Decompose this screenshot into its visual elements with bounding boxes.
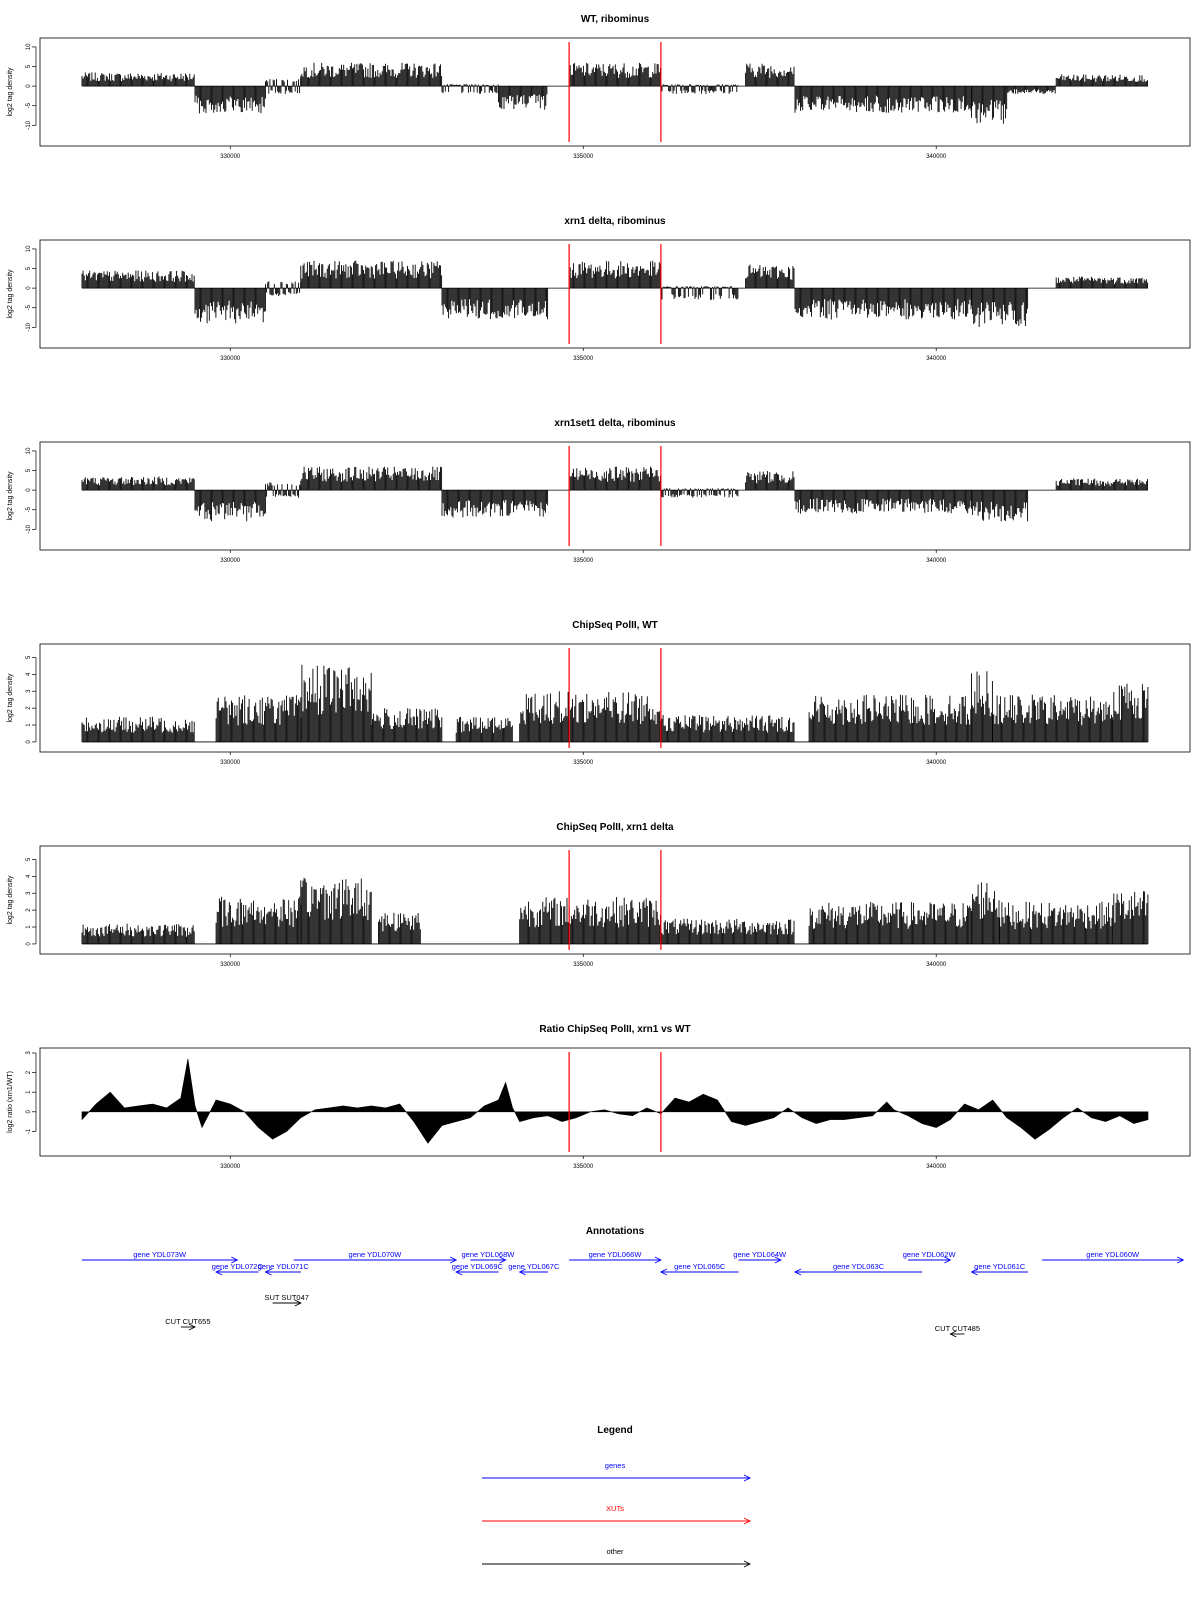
x-axis [220,1156,947,1170]
y-axis-label: log2 tag density [7,673,14,723]
density-segment [795,288,971,319]
y-tick-label: 0 [26,942,32,946]
density-bars [195,490,265,521]
density-bars [266,281,301,296]
density-segment [569,63,660,86]
density-bars [972,86,1007,124]
density-segment [301,467,442,491]
feature-label: gene YDL063C [832,1262,885,1271]
y-tick-label: 0 [26,740,32,744]
annotation-feature [294,1250,456,1263]
y-tick-label: 10 [26,447,32,455]
y-tick-label: 5 [26,64,32,69]
density-segment [82,924,194,944]
density-bars [795,86,971,113]
y-tick-label: 2 [26,908,32,912]
density-bars [972,883,1000,944]
feature-label: gene YDL064W [733,1250,787,1259]
y-axis-label: log2 tag density [7,471,14,521]
density-segment [195,288,265,323]
x-axis [220,752,947,766]
density-bars [809,695,971,742]
density-segment [795,490,971,513]
y-tick-label: -10 [26,524,32,534]
density-bars [1056,478,1147,490]
legend-item [482,1547,750,1567]
density-bars [972,288,1028,327]
density-bars [442,84,498,93]
y-tick-label: 3 [26,1051,32,1055]
y-tick-label: 0 [26,488,32,492]
data-marks [82,878,1148,944]
density-bars [746,471,794,490]
density-segment [795,86,971,113]
legend-title: Legend [597,1425,633,1436]
feature-label: CUT CUT485 [934,1324,981,1333]
density-bars [972,671,993,742]
density-bars [301,467,442,491]
feature-label: gene YDL073W [133,1250,187,1259]
feature-label: gene YDL069C [451,1262,503,1271]
plot-frame [40,1048,1190,1156]
feature-label: gene YDL066W [588,1250,642,1259]
x-tick-label: 330000 [220,356,241,362]
annotation-feature [903,1250,957,1263]
chart-title: xrn1set1 delta, ribominus [554,418,676,429]
y-tick-label: 1 [26,925,32,929]
chart-6 [7,1024,1190,1170]
y-axis [26,245,36,332]
chart-3 [7,418,1190,564]
density-segment [1113,684,1148,742]
density-bars [661,488,738,497]
density-segment [301,261,442,288]
feature-label: gene YDL071C [257,1262,309,1271]
density-segment [82,72,194,86]
density-segment [82,477,194,491]
density-bars [301,63,442,86]
x-axis [220,146,947,160]
density-bars [82,72,194,86]
data-marks [82,63,1148,124]
density-segment [972,671,993,742]
y-tick-label: 10 [26,245,32,253]
density-segment [1056,74,1147,86]
density-bars [1000,902,1112,944]
y-axis-label: log2 tag density [7,875,14,925]
density-bars [746,64,794,87]
feature-label: SUT SUT047 [264,1293,309,1302]
density-segment [216,695,301,742]
density-bars [216,695,301,742]
density-segment [442,490,548,517]
feature-label: gene YDL061C [974,1262,1026,1271]
x-tick-label: 335000 [573,558,594,564]
annotation-feature [452,1262,504,1275]
density-bars [379,913,421,944]
density-bars [520,691,661,742]
annotations-panel [82,1226,1183,1337]
legend-label: other [606,1547,624,1556]
x-tick-label: 340000 [926,558,947,564]
density-segment [569,467,660,490]
data-marks [82,467,1148,522]
density-segment [1056,478,1147,490]
y-tick-label: 4 [26,672,32,677]
density-bars [661,919,794,944]
density-bars [1056,74,1147,86]
annotation-feature [935,1324,980,1337]
x-tick-label: 335000 [573,356,594,362]
y-tick-label: 1 [26,1090,32,1094]
density-segment [301,665,371,742]
annotation-feature [258,1262,310,1275]
x-tick-label: 340000 [926,356,947,362]
chart-2 [7,216,1190,362]
x-tick-label: 335000 [573,154,594,160]
annotations-title: Annotations [585,1226,645,1237]
x-tick-label: 330000 [220,154,241,160]
density-segment [661,488,738,497]
x-axis [220,550,947,564]
y-tick-label: 5 [26,468,32,473]
density-segment [746,471,794,490]
density-bars [1113,684,1148,742]
annotation-feature [733,1250,787,1263]
density-segment [809,902,971,944]
y-tick-label: 3 [26,891,32,895]
data-marks [82,1059,1148,1143]
density-bars [301,878,371,944]
x-tick-label: 340000 [926,1164,947,1170]
density-segment [266,281,301,296]
legend-item [482,1461,750,1481]
x-tick-label: 330000 [220,962,241,968]
y-tick-label: 10 [26,43,32,51]
density-bars [82,477,194,491]
feature-label: gene YDL072C [211,1262,263,1271]
feature-label: gene YDL062W [902,1250,956,1259]
x-tick-label: 335000 [573,760,594,766]
density-bars [442,490,548,517]
chart-title: xrn1 delta, ribominus [564,216,666,227]
x-tick-label: 330000 [220,558,241,564]
density-segment [195,490,265,521]
legend-label: genes [604,1461,626,1470]
density-bars [795,490,971,513]
y-tick-label: 4 [26,874,32,879]
chart-panels [7,14,1190,1170]
density-bars [569,467,660,490]
density-segment [972,288,1028,327]
chart-title: ChipSeq PolII, WT [572,620,658,631]
density-bars [1056,277,1147,289]
y-tick-label: 2 [26,706,32,710]
density-segment [82,717,194,742]
density-segment [301,878,371,944]
density-segment [82,271,194,289]
y-tick-label: 5 [26,266,32,271]
feature-label: CUT CUT655 [165,1317,211,1326]
legend-label: XUTs [606,1504,624,1513]
y-tick-label: -5 [26,103,32,109]
chart-title: WT, ribominus [580,14,650,25]
annotation-feature [264,1293,308,1306]
y-tick-label: 0 [26,286,32,290]
density-segment [301,63,442,86]
density-segment [661,715,794,742]
y-tick-label: 2 [26,1070,32,1075]
density-segment [993,695,1113,742]
density-segment [972,490,1028,521]
density-bars [661,715,794,742]
feature-label: gene YDL065C [674,1262,726,1271]
density-bars [569,261,660,288]
chart-title: ChipSeq PolII, xrn1 delta [556,822,674,833]
y-axis-label: log2 tag density [7,269,14,319]
density-bars [442,288,548,319]
y-axis [26,857,36,945]
density-bars [809,902,971,944]
x-tick-label: 335000 [573,1164,594,1170]
density-bars [795,288,971,319]
feature-label: gene YDL060W [1086,1250,1140,1259]
density-bars [82,271,194,289]
x-tick-label: 340000 [926,760,947,766]
y-axis [26,655,36,743]
annotation-feature [1042,1250,1183,1263]
density-segment [456,717,512,742]
density-segment [379,913,421,944]
density-bars [972,490,1028,521]
data-marks [82,665,1148,742]
density-segment [809,695,971,742]
density-segment [746,265,794,289]
density-segment [1056,277,1147,289]
density-segment [520,897,661,944]
density-segment [569,261,660,288]
density-segment [216,897,301,944]
density-bars [301,261,442,288]
density-bars [1007,86,1055,94]
y-axis [26,1051,36,1134]
density-bars [520,897,661,944]
y-axis [26,43,36,130]
annotation-feature [508,1262,560,1275]
annotation-feature [569,1250,661,1263]
density-segment [1113,891,1148,944]
density-bars [993,695,1113,742]
x-tick-label: 330000 [220,1164,241,1170]
chart-5 [7,822,1190,968]
x-axis [220,348,947,362]
y-tick-label: 0 [26,1110,32,1114]
x-tick-label: 340000 [926,154,947,160]
annotation-feature [212,1262,264,1275]
x-tick-label: 335000 [573,962,594,968]
x-tick-label: 330000 [220,760,241,766]
chart-title: Ratio ChipSeq PolII, xrn1 vs WT [539,1024,691,1035]
y-tick-label: 0 [26,84,32,88]
y-tick-label: 5 [26,857,32,862]
density-bars [1113,891,1148,944]
density-segment [746,64,794,87]
density-segment [442,288,548,319]
density-segment [661,919,794,944]
y-tick-label: 5 [26,655,32,660]
density-segment [1007,86,1055,94]
density-bars [499,86,547,110]
feature-label: gene YDL068W [461,1250,515,1259]
density-bars [82,924,194,944]
feature-label: gene YDL067C [508,1262,560,1271]
chart-4 [7,620,1190,766]
legend-item [482,1504,750,1524]
density-bars [371,708,441,742]
legend-panel [482,1425,750,1567]
density-segment [972,86,1007,124]
density-bars [195,288,265,323]
y-tick-label: 3 [26,689,32,693]
x-axis [220,954,947,968]
density-bars [746,265,794,289]
density-segment [520,691,661,742]
y-axis [26,447,36,534]
chart-1 [7,14,1190,160]
density-segment [442,84,498,93]
y-tick-label: -1 [26,1128,32,1135]
feature-label: gene YDL070W [348,1250,402,1259]
annotation-feature [795,1262,922,1275]
density-segment [499,86,547,110]
density-bars [456,717,512,742]
density-bars [82,717,194,742]
density-bars [195,86,265,113]
y-tick-label: -5 [26,305,32,311]
density-bars [661,84,738,94]
density-segment [661,84,738,94]
density-segment [972,883,1000,944]
ratio-area [82,1059,1148,1143]
y-axis-label: log2 ratio (xrn1/WT) [7,1071,14,1133]
y-tick-label: 1 [26,723,32,727]
annotation-feature [972,1262,1028,1275]
density-segment [1000,902,1112,944]
density-segment [195,86,265,113]
data-marks [82,261,1148,327]
y-tick-label: -5 [26,507,32,513]
y-tick-label: -10 [26,120,32,130]
density-segment [371,708,441,742]
annotation-feature [661,1262,739,1275]
density-bars [301,665,371,742]
y-tick-label: -10 [26,322,32,332]
y-axis-label: log2 tag density [7,67,14,117]
x-tick-label: 340000 [926,962,947,968]
density-bars [569,63,660,86]
annotation-feature [165,1317,210,1330]
density-bars [216,897,301,944]
